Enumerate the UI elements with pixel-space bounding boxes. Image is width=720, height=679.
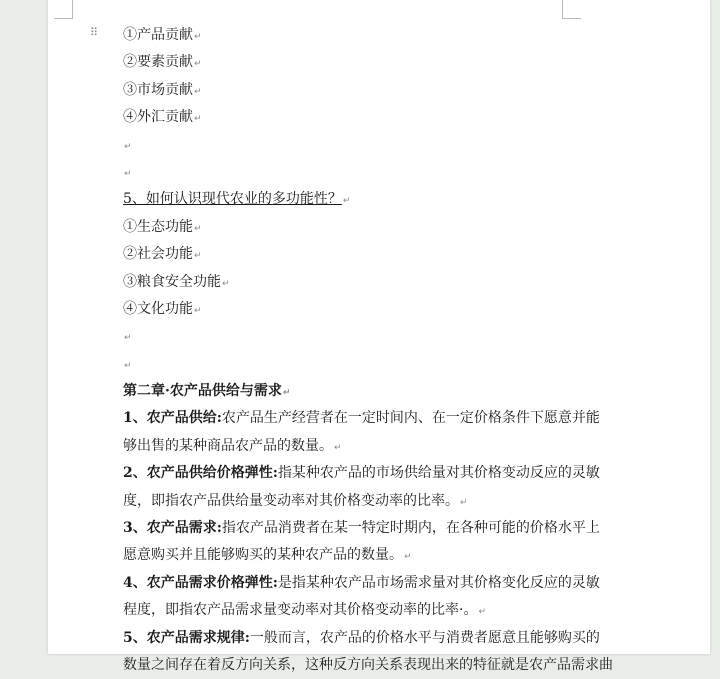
crop-mark-top-left bbox=[54, 0, 73, 19]
list-item: ③粮食安全功能↵ bbox=[123, 273, 230, 290]
document-body[interactable] bbox=[123, 22, 613, 679]
paragraph-mark-icon: ↵ bbox=[194, 86, 202, 97]
definition-term: 4、农产品需求价格弹性: bbox=[123, 574, 278, 591]
list-item: ②社会功能↵ bbox=[123, 246, 202, 263]
empty-paragraph bbox=[123, 351, 613, 378]
paragraph-mark-icon: ↵ bbox=[194, 59, 202, 70]
list-item: ④外汇贡献↵ bbox=[123, 109, 202, 126]
paragraph-mark-icon: ↵ bbox=[194, 32, 202, 42]
empty-paragraph bbox=[123, 132, 613, 159]
definition-3: 3、农产品需求:指农产品消费者在某一特定时期内，在各种可能的价格水平上 愿意购买并且能够购买的某种农产品的数量。↵ bbox=[123, 520, 600, 564]
paragraph-mark-icon: ↵ bbox=[124, 360, 132, 371]
paragraph-mark-icon: ↵ bbox=[194, 223, 202, 234]
list-item: ①产品贡献↵ bbox=[123, 27, 202, 43]
paragraph-mark-icon: ↵ bbox=[334, 442, 342, 453]
paragraph-mark-icon: ↵ bbox=[124, 333, 132, 344]
crop-mark-top-right bbox=[562, 0, 581, 19]
definition-2: 2、农产品供给价格弹性:指某种农产品的市场供给量对其价格变动反应的灵敏 度，即指农产品供给量变动率对其价格变动率的比率。↵ bbox=[123, 465, 600, 509]
definition-term: 5、农产品需求规律: bbox=[123, 629, 250, 646]
paragraph-mark-icon: ↵ bbox=[222, 278, 230, 289]
paragraph-mark-icon: ↵ bbox=[460, 497, 468, 508]
paragraph-mark-icon: ↵ bbox=[194, 251, 202, 262]
list-item: ④文化功能↵ bbox=[123, 300, 202, 317]
paragraph-mark-icon: ↵ bbox=[124, 168, 132, 179]
list-item: ②要素贡献↵ bbox=[123, 54, 202, 71]
paragraph-mark-icon: ↵ bbox=[194, 114, 202, 125]
definition-term: 2、农产品供给价格弹性: bbox=[123, 465, 278, 482]
list-item: ③市场贡献↵ bbox=[123, 81, 202, 98]
definition-term: 1、农产品供给: bbox=[123, 410, 222, 427]
paragraph-mark-icon: ↵ bbox=[124, 141, 132, 152]
definition-4: 4、农产品需求价格弹性:是指某种农产品市场需求量对其价格变化反应的灵敏 程度，即指农产品需求量变动率对其价格变动率的比率·。↵ bbox=[123, 574, 600, 619]
question-heading: 5、如何认识现代农业的多功能性？↵ bbox=[123, 191, 351, 208]
definition-5: 5、农产品需求规律:一般而言，农产品的价格水平与消费者愿意且能够购买的 数量之间存在着反方向关系，这种反方向关系表现出来的特征就是农产品需求曲 bbox=[123, 629, 613, 673]
paragraph-mark-icon: ↵ bbox=[404, 552, 412, 563]
paragraph-mark-icon: ↵ bbox=[282, 388, 291, 399]
definition-1: 1、农产品供给:农产品生产经营者在一定时间内、在一定价格条件下愿意并能 够出售的某种商品农产品的数量。↵ bbox=[123, 410, 600, 454]
paragraph-mark-icon: ↵ bbox=[478, 607, 486, 618]
chapter-title: 第二章·农产品供给与需求↵ bbox=[123, 383, 291, 400]
list-item: ①生态功能↵ bbox=[123, 218, 202, 235]
paragraph-mark-icon: ↵ bbox=[342, 196, 351, 207]
drag-handle-icon[interactable]: ⠿ bbox=[90, 26, 99, 39]
definition-term: 3、农产品需求: bbox=[123, 520, 222, 537]
paragraph-mark-icon: ↵ bbox=[194, 305, 202, 316]
empty-paragraph bbox=[123, 159, 613, 186]
empty-paragraph bbox=[123, 323, 613, 350]
